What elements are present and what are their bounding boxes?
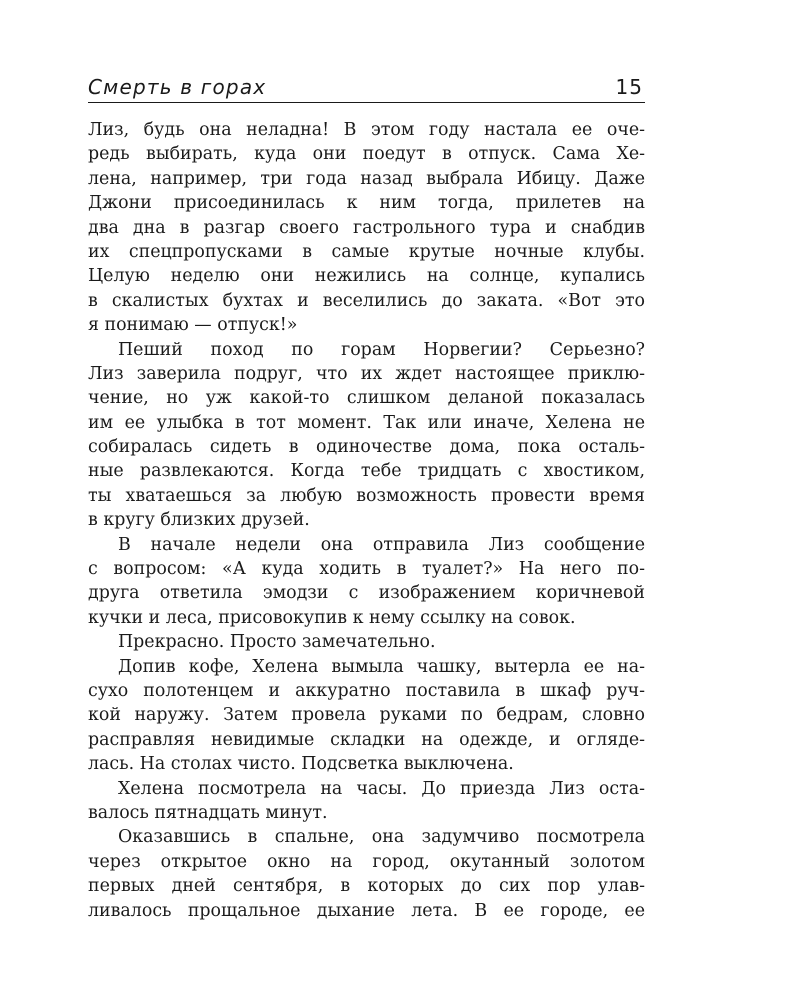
text-line: их спецпропусками в самые крутые ночные клубы. [88, 241, 645, 262]
text-line: ливалось прощальное дыхание лета. В ее городе, ее [88, 900, 645, 921]
text-line: в кругу близких друзей. [88, 510, 310, 531]
text-line: лена, например, три года назад выбрала Ибицу. Даже [88, 168, 645, 189]
header-rule [88, 102, 645, 103]
text-line: Оказавшись в спальне, она задумчиво посмотрела [118, 827, 645, 848]
text-line: с вопросом: «А куда ходить в туалет?» На него по- [88, 559, 645, 580]
text-line: Допив кофе, Хелена вымыла чашку, вытерла ее на- [118, 656, 645, 677]
text-line: собиралась сидеть в одиночестве дома, пока осталь- [88, 437, 645, 458]
text-line: Джони присоединилась к ним тогда, прилетев на [88, 193, 645, 214]
text-line: расправляя невидимые складки на одежде, и огляде- [88, 729, 645, 750]
running-title: Смерть в горах [88, 75, 267, 99]
text-line: в скалистых бухтах и веселились до заката. «Вот это [88, 290, 645, 311]
text-line: два дна в разгар своего гастрольного тура и снабдив [88, 217, 645, 238]
text-line: через открытое окно на город, окутанный золотом [88, 851, 645, 872]
text-line: ты хватаешься за любую возможность провести время [88, 485, 645, 506]
body-text [88, 118, 645, 923]
text-line: Прекрасно. Просто замечательно. [118, 632, 436, 653]
text-line: ные развлекаются. Когда тебе тридцать с хвостиком, [88, 461, 645, 482]
text-line: кучки и леса, присовокупив к нему ссылку на совок. [88, 607, 576, 628]
text-line: кой наружу. Затем провела руками по бедрам, словно [88, 705, 645, 726]
text-line: редь выбирать, куда они поедут в отпуск. Сама Хе- [88, 144, 645, 165]
text-line: им ее улыбка в тот момент. Так или иначе, Хелена не [88, 412, 645, 433]
text-line: чение, но уж какой-то слишком деланой показалась [88, 388, 645, 409]
text-line: я понимаю — отпуск!» [88, 315, 298, 336]
text-line: лась. На столах чисто. Подсветка выключена. [88, 754, 514, 775]
text-line: В начале недели она отправила Лиз сообщение [118, 534, 645, 555]
text-line: Лиз заверила подруг, что их ждет настоящее приклю- [88, 363, 645, 384]
text-line: Лиз, будь она неладна! В этом году настала ее оче- [88, 120, 645, 140]
page-number: 15 [615, 75, 643, 99]
text-line: Пеший поход по горам Норвегии? Серьезно? [118, 339, 645, 360]
text-line: первых дней сентября, в которых до сих пор улав- [88, 876, 645, 897]
text-line: друга ответила эмодзи с изображением коричневой [88, 583, 645, 604]
text-line: Хелена посмотрела на часы. До приезда Лиз оста- [118, 778, 645, 799]
page-header [88, 72, 645, 102]
text-line: сухо полотенцем и аккуратно поставила в шкаф руч- [88, 680, 645, 701]
text-line: валось пятнадцать минут. [88, 802, 328, 823]
text-line: Целую неделю они нежились на солнце, купались [88, 266, 645, 287]
